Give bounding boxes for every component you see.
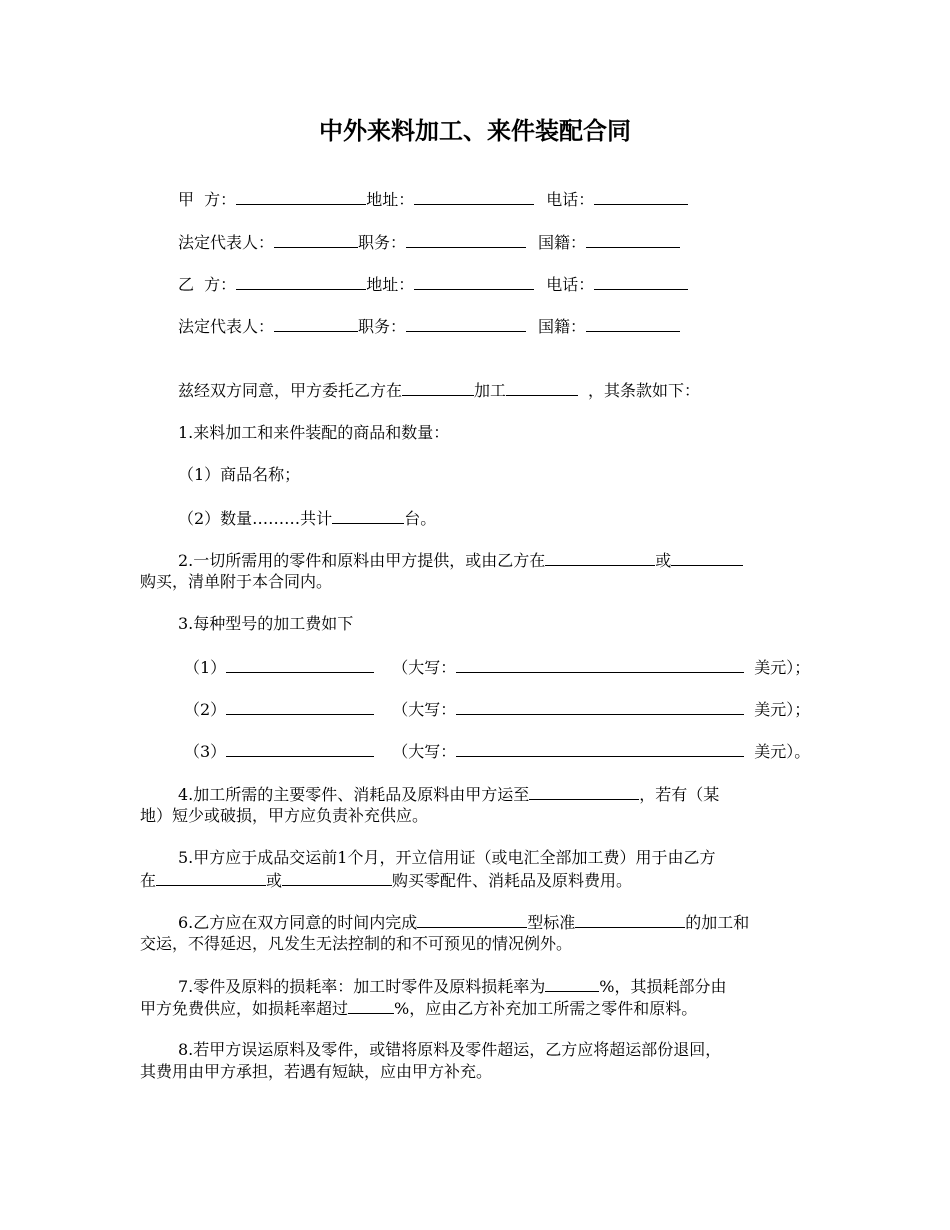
clause4-line2: 地）短少或破损，甲方应负责补充供应。	[140, 806, 429, 825]
party-a-position-label: 职务：	[358, 233, 407, 252]
clause8-line2: 其费用由甲方承担，若遇有短缺，应由甲方补充。	[140, 1062, 493, 1081]
clause1-item2-unit: 台。	[404, 509, 437, 528]
clause1-item2-text: （2）数量………共计	[178, 509, 333, 528]
fee-row-2-amount-blank[interactable]	[226, 698, 374, 715]
clause6-blank-1[interactable]	[417, 911, 527, 928]
clause6-line1	[178, 911, 749, 933]
clause6-line2: 交运，不得延迟，凡发生无法控制的和不可预见的情况例外。	[140, 934, 573, 953]
intro-text-3: ，其条款如下：	[588, 381, 701, 400]
fee-row-1-daxie: （大写：	[392, 658, 457, 677]
clause4-text-a: 4.加工所需的主要零件、消耗品及原料由甲方运至	[178, 785, 530, 804]
party-a-address-blank[interactable]	[414, 188, 534, 205]
party-a-label: 甲 方：	[178, 190, 237, 209]
fee-row-2-unit: 美元）	[754, 700, 795, 719]
party-a-rep-label: 法定代表人：	[178, 233, 275, 252]
clause7-limit-blank[interactable]	[348, 997, 394, 1014]
party-b-rep-blank[interactable]	[274, 315, 358, 332]
clause2-blank-2[interactable]	[671, 549, 743, 566]
clause6-text-b: 型标准	[527, 913, 576, 932]
party-b-address-blank[interactable]	[414, 273, 534, 290]
clause7-rate-blank[interactable]	[545, 975, 599, 992]
fee-row-2-num: （2）	[184, 700, 227, 719]
party-a-nationality-label: 国籍：	[538, 233, 587, 252]
clause7-text-d: %，应由乙方补充加工所需之零件和原料。	[394, 999, 698, 1018]
clause2-line2: 购买，清单附于本合同内。	[140, 572, 333, 591]
clause7-line2	[140, 997, 697, 1019]
clause5-text-c: 或	[266, 871, 283, 890]
party-b-label: 乙 方：	[178, 275, 237, 294]
fee-row-3-words-blank[interactable]	[456, 740, 744, 757]
clause6-text-a: 6.乙方应在双方同意的时间内完成	[178, 913, 418, 932]
party-b-nationality-blank[interactable]	[586, 315, 680, 332]
party-b-address-label: 地址：	[366, 275, 415, 294]
clause1-heading: 1.来料加工和来件装配的商品和数量：	[178, 423, 450, 442]
fee-row-1-unit: 美元）	[754, 658, 795, 677]
quantity-blank[interactable]	[332, 507, 404, 524]
party-a-rep-blank[interactable]	[274, 231, 358, 248]
clause4-text-b: ，若有（某	[639, 785, 720, 804]
party-a-address-label: 地址：	[366, 190, 415, 209]
document-title: 中外来料加工、来件装配合同	[319, 117, 631, 145]
fee-row-3-end: 。	[794, 742, 811, 761]
fee-row-1-end: ；	[794, 658, 811, 677]
party-b-nationality-label: 国籍：	[538, 317, 587, 336]
clause3-heading: 3.每种型号的加工费如下	[178, 614, 354, 633]
fee-row-3	[184, 740, 810, 762]
party-a-phone-blank[interactable]	[594, 188, 688, 205]
fee-row-3-num: （3）	[184, 742, 227, 761]
fee-row-3-daxie: （大写：	[392, 742, 457, 761]
clause5-line1: 5.甲方应于成品交运前1个月，开立信用证（或电汇全部加工费）用于由乙方	[178, 848, 716, 867]
party-a-blank[interactable]	[236, 188, 366, 205]
party-b-rep-label: 法定代表人：	[178, 317, 275, 336]
fee-row-3-unit: 美元）	[754, 742, 795, 761]
clause7-text-b: %，其损耗部分由	[599, 977, 727, 996]
fee-row-2-end: ；	[794, 700, 811, 719]
party-b-rep-row	[178, 315, 680, 337]
clause7-text-a: 7.零件及原料的损耗率：加工时零件及原料损耗率为	[178, 977, 546, 996]
clause5-line2	[140, 869, 632, 891]
fee-row-1	[184, 656, 810, 678]
clause2-blank-1[interactable]	[545, 549, 655, 566]
fee-row-2	[184, 698, 810, 720]
clause4-destination-blank[interactable]	[529, 783, 639, 800]
fee-row-1-num: （1）	[184, 658, 227, 677]
fee-row-1-words-blank[interactable]	[456, 656, 744, 673]
clause5-blank-2[interactable]	[282, 869, 392, 886]
fee-row-1-amount-blank[interactable]	[226, 656, 374, 673]
party-a-nationality-blank[interactable]	[586, 231, 680, 248]
clause5-text-d: 购买零配件、消耗品及原料费用。	[392, 871, 633, 890]
party-b-blank[interactable]	[236, 273, 366, 290]
clause2-text-b: 或	[655, 551, 672, 570]
clause1-item2	[178, 507, 436, 529]
intro-location-blank[interactable]	[402, 379, 474, 396]
party-b-phone-blank[interactable]	[594, 273, 688, 290]
clause5-text-b: 在	[140, 871, 157, 890]
clause7-text-c: 甲方免费供应，如损耗率超过	[140, 999, 349, 1018]
party-b-position-label: 职务：	[358, 317, 407, 336]
party-a-phone-label: 电话：	[546, 190, 595, 209]
fee-row-3-amount-blank[interactable]	[226, 740, 374, 757]
party-a-rep-row	[178, 231, 680, 253]
clause7-line1	[178, 975, 727, 997]
party-a-position-blank[interactable]	[406, 231, 526, 248]
intro-product-blank[interactable]	[506, 379, 578, 396]
clause1-item1: （1）商品名称；	[178, 465, 301, 484]
clause6-blank-2[interactable]	[575, 911, 685, 928]
clause5-blank-1[interactable]	[156, 869, 266, 886]
party-b-row	[178, 273, 688, 295]
party-a-row	[178, 188, 688, 210]
intro-text-1: 兹经双方同意，甲方委托乙方在	[178, 381, 403, 400]
fee-row-2-words-blank[interactable]	[456, 698, 744, 715]
intro-paragraph	[178, 379, 700, 401]
clause6-text-c: 的加工和	[685, 913, 750, 932]
party-b-position-blank[interactable]	[406, 315, 526, 332]
intro-text-2: 加工	[474, 381, 507, 400]
clause2-text-a: 2.一切所需用的零件和原料由甲方提供，或由乙方在	[178, 551, 546, 570]
party-b-phone-label: 电话：	[546, 275, 595, 294]
fee-row-2-daxie: （大写：	[392, 700, 457, 719]
clause4-line1	[178, 783, 719, 805]
clause8-line1: 8.若甲方误运原料及零件，或错将原料及零件超运，乙方应将超运部份退回，	[178, 1040, 722, 1059]
clause2-line1	[178, 549, 743, 571]
